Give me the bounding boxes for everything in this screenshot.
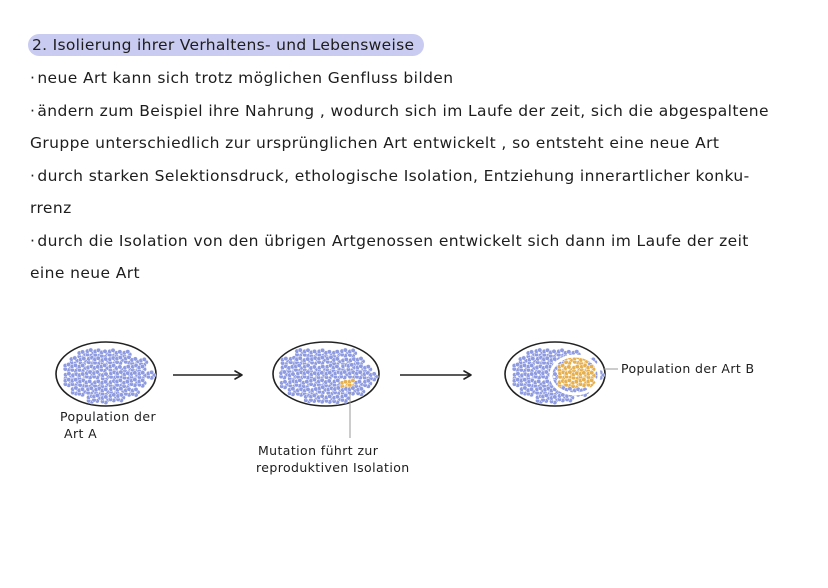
label-population-a	[60, 408, 156, 442]
population-b-ellipse	[505, 342, 618, 406]
label-mutation	[256, 442, 410, 476]
note-line-5: rrenz	[30, 199, 72, 217]
arrow-right-icon	[173, 371, 242, 379]
arrow-right-icon	[400, 371, 471, 379]
population-mutation-ellipse	[273, 342, 379, 438]
label-population-a-line2: Art A	[64, 426, 98, 441]
note-line-1: · neue Art kann sich trotz möglichen Genfluss bilden	[30, 62, 810, 95]
note-line-3: Gruppe unterschiedlich zur ursprünglichen Art entwickelt , so entsteht eine neue Art	[30, 134, 720, 152]
note-line-2: · ändern zum Beispiel ihre Nahrung , wodurch sich im Laufe der zeit, sich die abgespaltene	[30, 95, 810, 128]
label-mutation-line1: Mutation führt zur	[258, 443, 379, 458]
note-line-4: · durch starken Selektionsdruck, ethologische Isolation, Entziehung innerartlicher konku-	[30, 160, 810, 193]
label-population-b: Population der Art B	[621, 361, 755, 376]
label-mutation-line2: reproduktiven Isolation	[256, 460, 410, 475]
note-line-6: · durch die Isolation von den übrigen Artgenossen entwickelt sich dann im Laufe der zeit	[30, 225, 810, 258]
note-line-7: eine neue Art	[30, 264, 141, 282]
section-heading: 2. Isolierung ihrer Verhaltens- und Lebensweise	[28, 34, 424, 56]
label-population-a-line1: Population der	[60, 409, 157, 424]
population-a-ellipse	[56, 342, 156, 406]
